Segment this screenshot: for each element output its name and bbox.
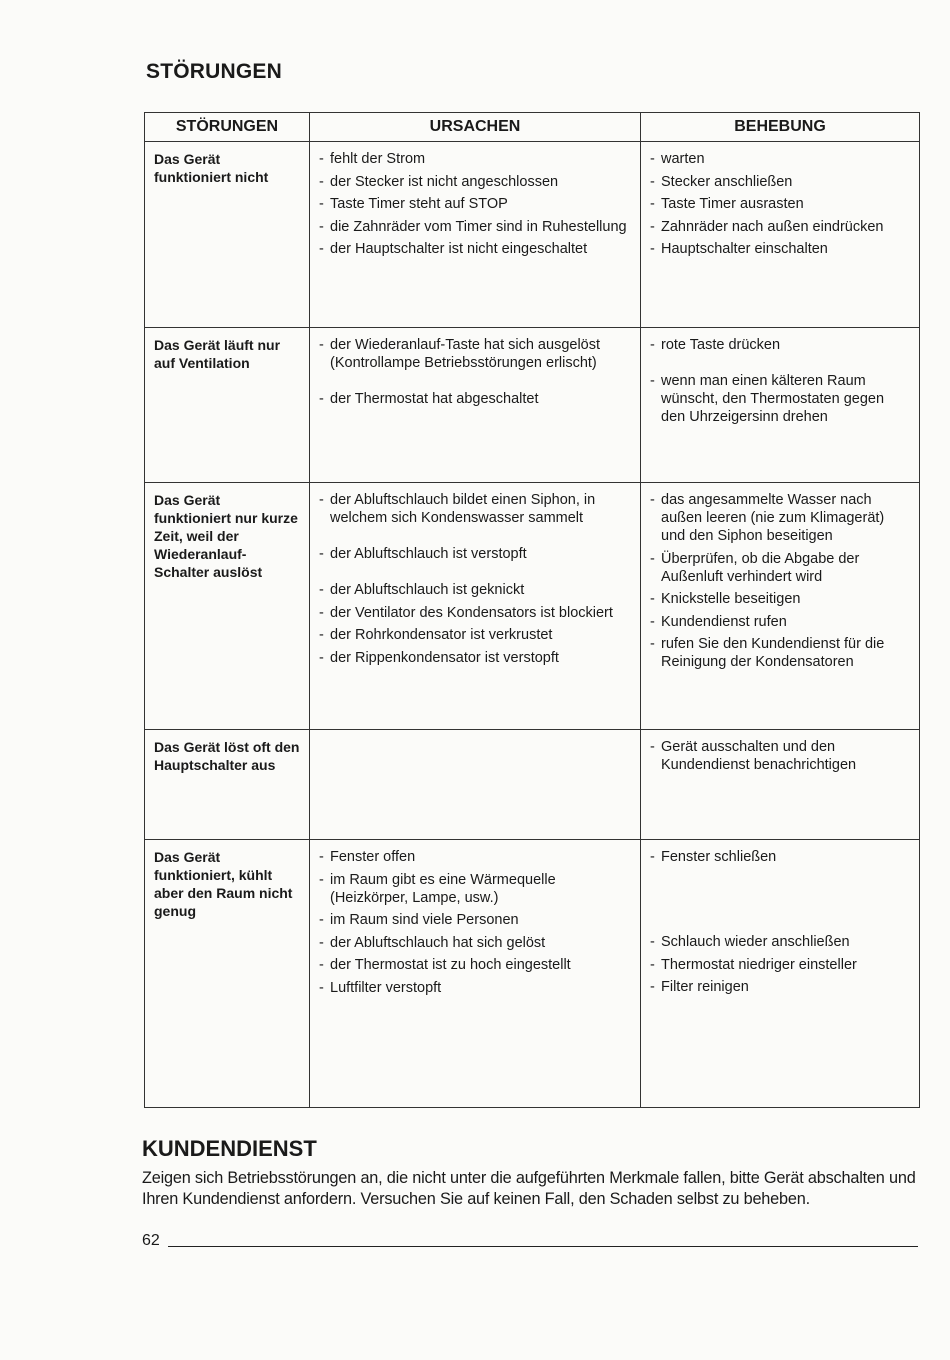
- remedy-item: - Filter reinigen: [650, 978, 911, 996]
- header-faults: STÖRUNGEN: [145, 113, 310, 142]
- cause-item: - der Thermostat ist zu hoch eingestellt: [319, 956, 632, 974]
- fault-cell: Das Gerät löst oft den Hauptschalter aus: [145, 730, 310, 840]
- cause-item: - der Abluftschlauch hat sich gelöst: [319, 934, 632, 952]
- causes-cell: [310, 328, 641, 483]
- footer-rule: [168, 1246, 918, 1247]
- cause-item: - der Abluftschlauch ist verstopft: [319, 545, 632, 563]
- cause-item: - Luftfilter verstopft: [319, 979, 632, 997]
- table-row: [145, 483, 920, 730]
- cause-item: - der Ventilator des Kondensators ist blockiert: [319, 604, 632, 622]
- remedy-item: - Gerät ausschalten und den Kundendienst benachrichtigen: [650, 738, 911, 774]
- page-title: STÖRUNGEN: [146, 60, 282, 83]
- remedy-item: - Zahnräder nach außen eindrücken: [650, 218, 911, 236]
- causes-cell: [310, 142, 641, 328]
- remedy-item: - wenn man einen kälteren Raum wünscht, den Thermostaten gegen den Uhrzeigersinn drehen: [650, 372, 911, 426]
- causes-cell: [310, 483, 641, 730]
- remedies-cell: [641, 840, 920, 1108]
- remedy-item: - Kundendienst rufen: [650, 613, 911, 631]
- remedies-cell: [641, 483, 920, 730]
- cause-item: - fehlt der Strom: [319, 150, 632, 168]
- remedies-cell: [641, 730, 920, 840]
- cause-item: - im Raum gibt es eine Wärmequelle (Heizkörper, Lampe, usw.): [319, 871, 632, 907]
- header-causes: URSACHEN: [310, 113, 641, 142]
- remedy-item: - Taste Timer ausrasten: [650, 195, 911, 213]
- remedy-item: - warten: [650, 150, 911, 168]
- fault-cell: Das Gerät funktioniert nicht: [145, 142, 310, 328]
- remedy-item: - rote Taste drücken: [650, 336, 911, 354]
- table-row: [145, 328, 920, 483]
- remedy-item: - Stecker anschließen: [650, 173, 911, 191]
- cause-item: - im Raum sind viele Personen: [319, 911, 632, 929]
- causes-cell: [310, 840, 641, 1108]
- remedy-item: - Hauptschalter einschalten: [650, 240, 911, 258]
- table-row: [145, 730, 920, 840]
- header-remedies: BEHEBUNG: [641, 113, 920, 142]
- remedy-item: - Schlauch wieder anschließen: [650, 933, 911, 951]
- remedy-item: - das angesammelte Wasser nach außen leeren (nie zum Klimagerät) und den Siphon beseitigen: [650, 491, 911, 545]
- causes-cell: [310, 730, 641, 840]
- remedy-item: - Thermostat niedriger einsteller: [650, 956, 911, 974]
- service-title: KUNDENDIENST: [142, 1136, 317, 1161]
- page-number: 62: [142, 1232, 160, 1249]
- table-row: [145, 840, 920, 1108]
- page-footer: [142, 1232, 918, 1250]
- cause-item: - der Wiederanlauf-Taste hat sich ausgelöst (Kontrollampe Betriebsstörungen erlischt): [319, 336, 632, 372]
- troubleshooting-table: [144, 112, 920, 1108]
- cause-item: - der Hauptschalter ist nicht eingeschaltet: [319, 240, 632, 258]
- remedy-item: - Fenster schließen: [650, 848, 911, 866]
- cause-item: - der Abluftschlauch bildet einen Siphon, in welchem sich Kondenswasser sammelt: [319, 491, 632, 527]
- cause-item: - Fenster offen: [319, 848, 632, 866]
- table-header-row: [145, 113, 920, 142]
- cause-item: - die Zahnräder vom Timer sind in Ruhestellung: [319, 218, 632, 236]
- table-row: [145, 142, 920, 328]
- cause-item: - Taste Timer steht auf STOP: [319, 195, 632, 213]
- cause-item: - der Rohrkondensator ist verkrustet: [319, 626, 632, 644]
- cause-item: - der Abluftschlauch ist geknickt: [319, 581, 632, 599]
- remedy-item: - Knickstelle beseitigen: [650, 590, 911, 608]
- fault-cell: Das Gerät läuft nur auf Ventilation: [145, 328, 310, 483]
- cause-item: - der Stecker ist nicht angeschlossen: [319, 173, 632, 191]
- fault-cell: Das Gerät funktioniert, kühlt aber den Raum nicht genug: [145, 840, 310, 1108]
- cause-item: - der Thermostat hat abgeschaltet: [319, 390, 632, 408]
- cause-item: - der Rippenkondensator ist verstopft: [319, 649, 632, 667]
- remedy-item: - rufen Sie den Kundendienst für die Reinigung der Kondensatoren: [650, 635, 911, 671]
- remedies-cell: [641, 142, 920, 328]
- remedy-item: - Überprüfen, ob die Abgabe der Außenluft verhindert wird: [650, 550, 911, 586]
- service-text: Zeigen sich Betriebsstörungen an, die nicht unter die aufgeführten Merkmale fallen, bitte Gerät abschalten und Ihren Kundendienst anfordern. Versuchen Sie auf keinen Fall, den Schaden selbst zu beheben.: [142, 1169, 916, 1208]
- fault-cell: Das Gerät funktioniert nur kurze Zeit, weil der Wiederanlauf-Schalter auslöst: [145, 483, 310, 730]
- remedies-cell: [641, 328, 920, 483]
